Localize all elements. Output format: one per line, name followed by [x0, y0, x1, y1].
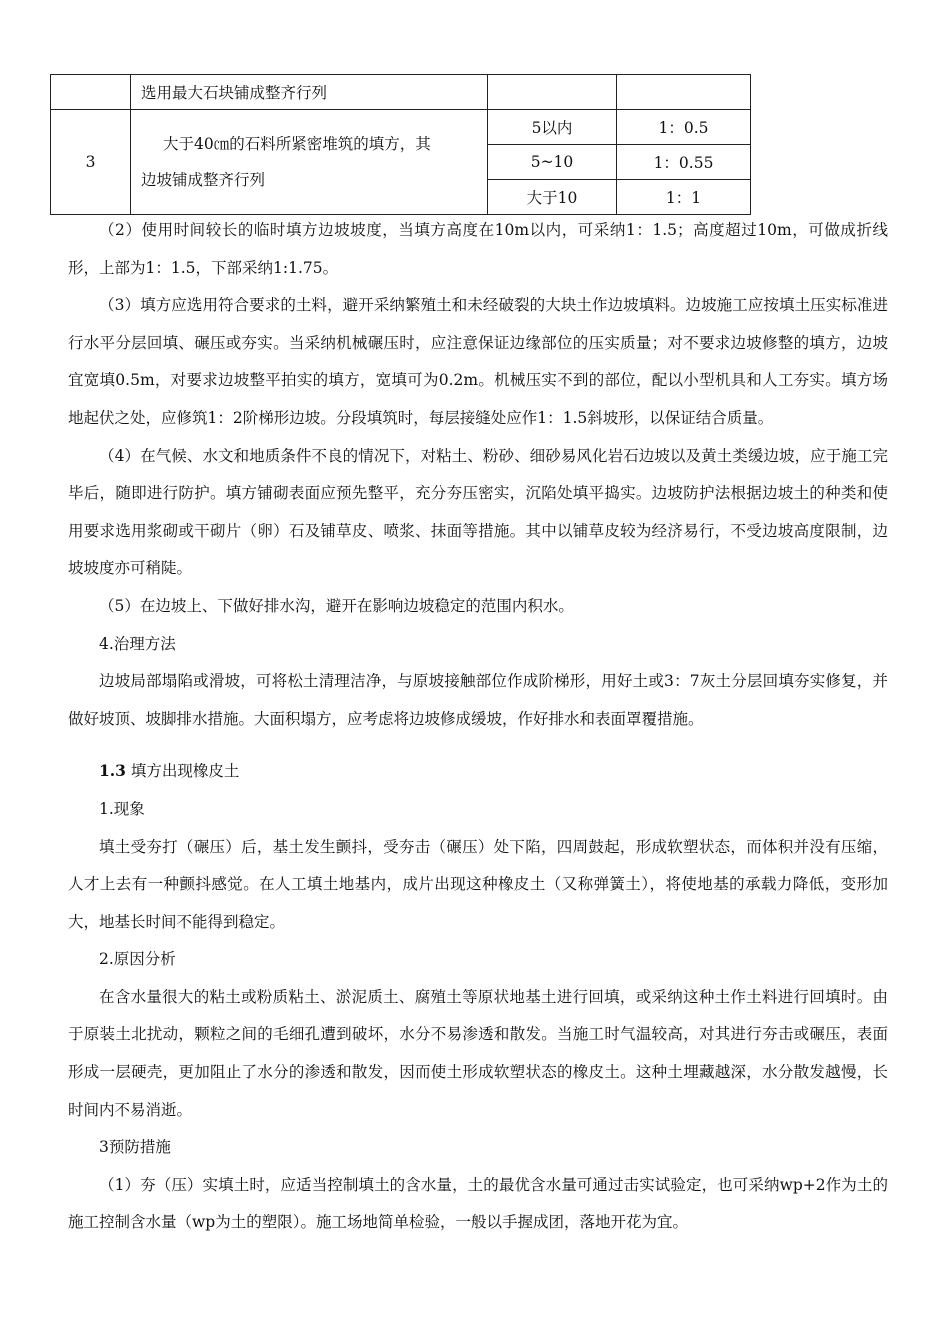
- paragraph: 填土受夯打（碾压）后，基土发生颤抖，受夯击（碾压）处下陷，四周鼓起，形成软塑状态，而体积并没有压缩，人才上去有一种颤抖感觉。在人工填土地基内，成片出现这种橡皮土（又称弹簧土），将使地基的承载力降低，变形加大，地基长时间不能得到稳定。: [68, 837, 888, 931]
- paragraph: （2）使用时间较长的临时填方边坡坡度，当填方高度在10m以内，可采纳1：1.5；高度超过10m，可做成折线形，上部为1：1.5，下部采纳1:1.75。: [68, 221, 888, 277]
- body-text: [68, 212, 888, 1242]
- subheading: 4.治理方法: [99, 634, 176, 653]
- subheading: 2.原因分析: [99, 950, 176, 969]
- table-cell-description: 选用最大石块铺成整齐行列: [131, 75, 488, 110]
- subheading: 3预防措施: [99, 1138, 171, 1157]
- paragraph: 在含水量很大的粘土或粉质粘土、淤泥质土、腐殖土等原状地基土进行回填，或采纳这种土作土料进行回填时。由于原装土北扰动，颗粒之间的毛细孔遭到破坏，水分不易渗透和散发。当施工时气温较高，对其进行夯击或碾压，表面形成一层硬壳，更加阻止了水分的渗透和散发，因而使土形成软塑状态的橡皮土。这种土埋藏越深，水分散发越慢，长时间内不易消逝。: [68, 987, 888, 1119]
- table-cell-description: [131, 110, 488, 215]
- paragraph: （4）在气候、水文和地质条件不良的情况下，对粘土、粉砂、细砂易风化岩石边坡以及黄土类缓边坡，应于施工完毕后，随即进行防护。填方铺砌表面应预先整平，充分夯压密实，沉陷处填平捣实。边坡防护法根据边坡土的种类和使用要求选用浆砌或干砌片（卵）石及铺草皮、喷浆、抹面等措施。其中以铺草皮较为经济易行，不受边坡高度限制，边坡坡度亦可稍陡。: [68, 446, 888, 578]
- section-number: 1.3: [99, 761, 126, 781]
- subheading: 1.现象: [99, 799, 145, 818]
- description-line-2: 边坡铺成整齐行列: [141, 171, 266, 189]
- table-row: [51, 75, 751, 110]
- description-line-1: 大于40㎝的石料所紧密堆筑的填方，其: [163, 135, 431, 153]
- table-cell-ratio: [617, 75, 751, 110]
- paragraph: （5）在边坡上、下做好排水沟，避开在影响边坡稳定的范围内积水。: [99, 596, 574, 615]
- section-title: 填方出现橡皮土: [130, 762, 240, 781]
- table-cell-no: [51, 75, 131, 110]
- table-cell-height: 大于10: [488, 180, 617, 215]
- slope-table: [50, 74, 751, 215]
- paragraph: 边坡局部塌陷或滑坡，可将松土清理洁净，与原坡接触部位作成阶梯形，用好土或3：7灰土分层回填夯实修复，并做好坡顶、坡脚排水措施。大面积塌方，应考虑将边坡修成缓坡，作好排水和表面罩覆措施。: [68, 672, 888, 728]
- section-heading: [68, 752, 888, 791]
- table-cell-ratio: 1：0.5: [617, 110, 751, 145]
- table-row: [51, 110, 751, 145]
- table-cell-height: [488, 75, 617, 110]
- table-cell-ratio: 1：1: [617, 180, 751, 215]
- table-cell-height: 5以内: [488, 110, 617, 145]
- table-cell-height: 5~10: [488, 145, 617, 180]
- table-cell-ratio: 1：0.55: [617, 145, 751, 180]
- paragraph: （3）填方应选用符合要求的土料，避开采纳繁殖土和未经破裂的大块土作边坡填料。边坡施工应按填土压实标准进行水平分层回填、碾压或夯实。当采纳机械碾压时，应注意保证边缘部位的压实质量；对不要求边坡修整的填方，边坡宜宽填0.5m，对要求边坡整平拍实的填方，宽填可为0.2m。机械压实不到的部位，配以小型机具和人工夯实。填方场地起伏之处，应修筑1：2阶梯形边坡。分段填筑时，每层接缝处应作1：1.5斜坡形，以保证结合质量。: [68, 296, 888, 427]
- paragraph: （1）夯（压）实填土时，应适当控制填土的含水量，土的最优含水量可通过击实试验定，也可采纳wp+2作为土的施工控制含水量（wp为土的塑限）。施工场地简单检验，一般以手握成团，落地开花为宜。: [68, 1175, 888, 1232]
- table-cell-no: 3: [51, 110, 131, 215]
